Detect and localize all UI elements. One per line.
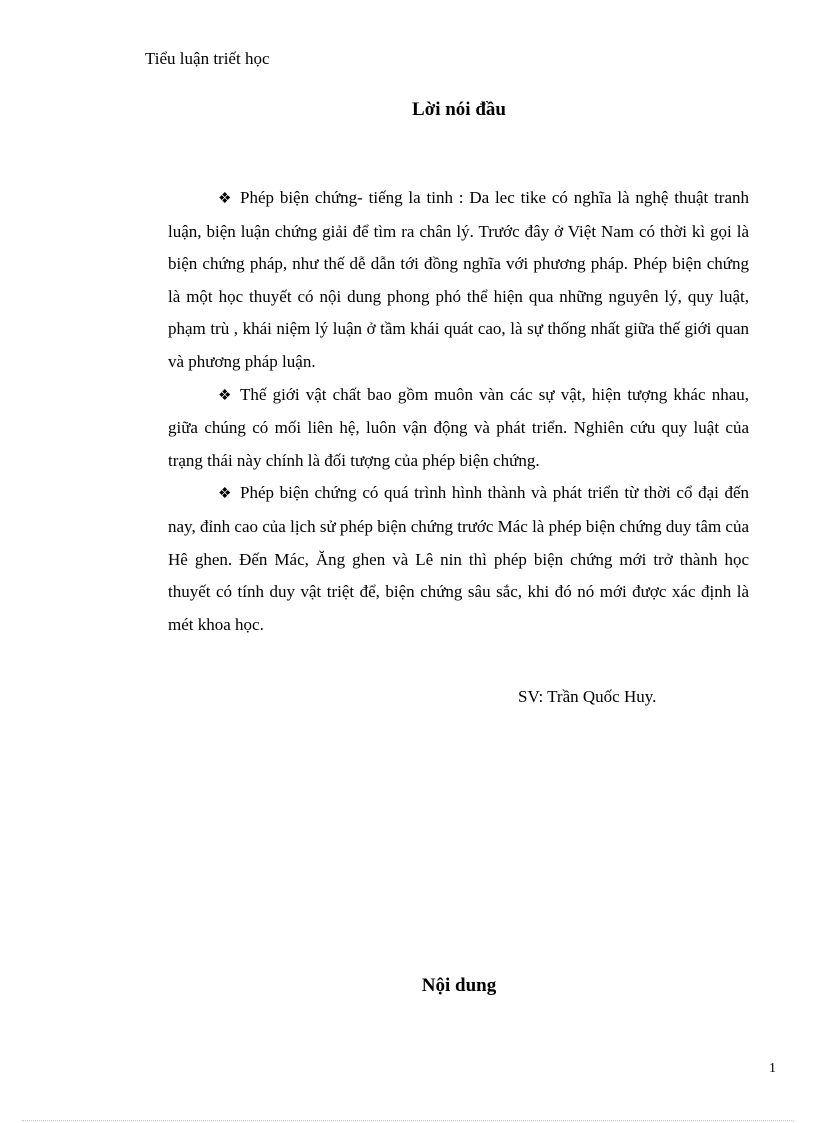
paragraph-1 — [168, 182, 749, 379]
paragraph-text: Thế giới vật chất bao gồm muôn vàn các sự vật, hiện tượng khác nhau, giữa chúng có mối liên hệ, luôn vận động và phát triển. Nghiên cứu quy luật của trạng thái này chính là đối tượng của phép biện chứng. — [168, 384, 749, 470]
diamond-bullet-icon: ❖ — [218, 486, 232, 503]
paragraph-text: Phép biện chứng- tiếng la tinh : Da lec tike có nghĩa là nghệ thuật tranh luận, biện luận chứng giải để tìm ra chân lý. Trước đây ở Việt Nam có thời kì gọi là biện chứng pháp, như thế dễ dẫn tới đồng nghĩa với phương pháp. Phép biện chứng là một học thuyết có nội dung phong phó thể hiện qua những nguyên lý, quy luật, phạm trù , khái niệm lý luận ở tầm khái quát cao, là sự thống nhất giữa thế giới quan và phương pháp luận. — [168, 188, 749, 371]
preface-title: Lời nói đầu — [412, 99, 506, 120]
author-signature: SV: Trần Quốc Huy. — [518, 687, 657, 706]
paragraph-3 — [168, 477, 749, 641]
page-number: 1 — [769, 1061, 776, 1076]
preface-body — [168, 182, 749, 641]
page-bottom-divider — [22, 1120, 794, 1121]
paragraph-2 — [168, 379, 749, 478]
diamond-bullet-icon: ❖ — [218, 387, 232, 404]
content-title: Nội dung — [421, 975, 497, 996]
diamond-bullet-icon: ❖ — [218, 191, 232, 207]
running-header: Tiểu luận triết học — [145, 49, 270, 68]
paragraph-text: Phép biện chứng có quá trình hình thành và phát triển từ thời cổ đại đến nay, đỉnh cao của lịch sử phép biện chứng trước Mác là phép biện chứng duy tâm của Hê ghen. Đến Mác, Ăng ghen và Lê nin thì phép biện chứng mới trở thành học thuyết có tính duy vật triệt để, biện chứng sâu sắc, khi đó nó mới được xác định là mét khoa học. — [168, 483, 750, 634]
